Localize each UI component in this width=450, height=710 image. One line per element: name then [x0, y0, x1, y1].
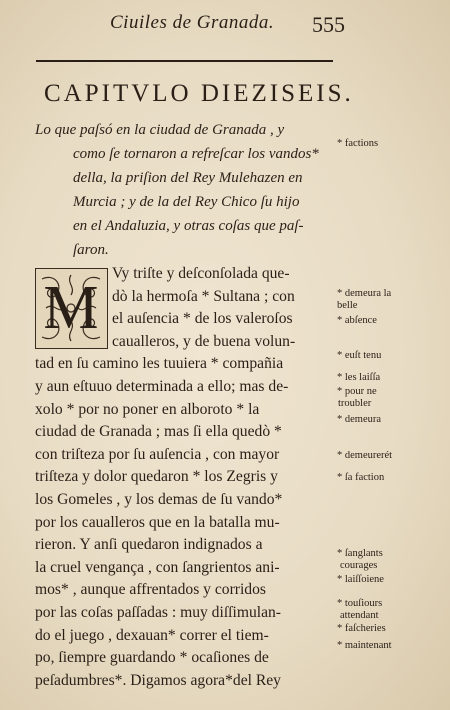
body-line: xolo * por no poner en alboroto * la — [35, 400, 260, 418]
header-rule — [36, 60, 333, 62]
margin-note: * pour ne — [337, 386, 377, 397]
summary-line: en el Andaluzia, y otras coſas que paſ- — [73, 218, 304, 234]
margin-note: troubler — [338, 398, 372, 409]
summary-line: della, la priſion del Rey Mulehazen en — [73, 170, 303, 186]
body-line: por las coſas paſſadas : muy diſſimulan- — [35, 603, 281, 621]
margin-note: * demeurerét — [337, 450, 393, 461]
margin-note: * demeura — [337, 414, 382, 425]
body-line: la cruel vengança , con ſangrientos ani- — [35, 558, 280, 576]
margin-note: * ſa faction — [337, 472, 385, 483]
running-head: Ciuiles de Granada. — [110, 12, 275, 33]
body-line: triſteza y dolor quedaron * los Zegris y — [35, 468, 278, 486]
margin-note: * laiſſoiene — [337, 574, 384, 585]
body-line: ciudad de Granada ; mas ſi ella quedò * — [35, 423, 282, 441]
body-line: peſadumbres*. Digamos agora*del Rey — [35, 671, 281, 689]
body-line: el auſencia * de los valeroſos — [112, 310, 293, 328]
body-line: caualleros, y de buena volun- — [112, 332, 296, 350]
body-line: do el juego , dexauan* correr el tiem- — [35, 626, 269, 644]
body-line: po, ſiempre guardando * ocaſiones de — [35, 649, 269, 667]
margin-note: belle — [337, 300, 358, 311]
margin-note: * faſcheries — [337, 623, 386, 634]
margin-note: * les laiſſa — [337, 372, 381, 383]
body-line: rieron. Y anſi quedaron indignados a — [35, 536, 263, 554]
margin-note: * touſiours — [337, 598, 383, 609]
margin-note: * maintenant — [337, 640, 392, 651]
chapter-summary — [35, 118, 335, 262]
body-line: dò la hermoſa * Sultana ; con — [112, 287, 295, 305]
page-number: 555 — [312, 12, 345, 37]
initial-letter: M — [43, 274, 99, 342]
body-line: y aun eſtuuo determinada a ello; mas de- — [35, 377, 289, 395]
body-text — [35, 263, 335, 692]
summary-line: ſaron. — [73, 242, 109, 258]
summary-line: como ſe tornaron a refreſcar los vandos* — [73, 146, 319, 162]
body-line: Vy triſte y deſconſolada que- — [112, 265, 290, 282]
margin-note: courages — [340, 560, 378, 571]
body-line: con triſteza por ſu auſencia , con mayor — [35, 445, 280, 463]
summary-line: Murcia ; y de la del Rey Chico ſu hijo — [73, 194, 300, 210]
chapter-title: CAPITVLO DIEZISEIS. — [44, 80, 354, 107]
body-line: mos* , aunque affrentados y corridos — [35, 581, 266, 599]
margin-note: attendant — [340, 610, 379, 621]
body-line: por los caualleros que en la batalla mu- — [35, 513, 280, 531]
body-line: los Gomeles , y los demas de ſu vando* — [35, 490, 283, 508]
body-line: tad en ſu camino les tuuiera * compañia — [35, 355, 284, 373]
margin-note: * abſence — [337, 315, 377, 326]
margin-note: * demeura la — [337, 288, 392, 299]
margin-note: * euſt tenu — [337, 350, 382, 361]
margin-note: * factions — [337, 138, 379, 149]
summary-line: Lo que paſsó en la ciudad de Granada , y — [35, 122, 285, 138]
margin-note: * ſanglants — [337, 548, 383, 559]
